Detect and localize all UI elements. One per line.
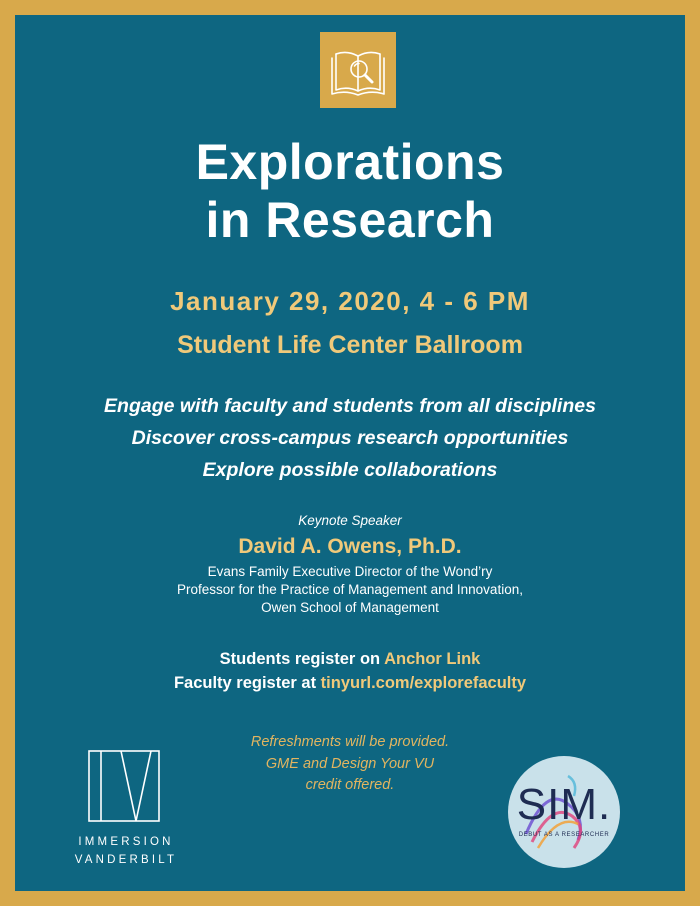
- immersion-logo-text: IMMERSION: [78, 836, 174, 848]
- registration-info: [0, 647, 700, 695]
- keynote-label: Keynote Speaker: [298, 513, 402, 528]
- faculty-registration-text: Faculty register at: [173, 674, 321, 692]
- highlights-list: [0, 390, 700, 486]
- speaker-title-line: Evans Family Executive Director of the Wond’ry: [207, 564, 493, 579]
- event-venue: Student Life Center Ballroom: [177, 331, 523, 359]
- note-line: GME and Design Your VU: [265, 755, 435, 772]
- highlight-item: Discover cross-campus research opportunities: [131, 427, 569, 449]
- note-line: Refreshments will be provided.: [250, 734, 450, 750]
- immersion-vanderbilt-logo-mark: [88, 750, 160, 822]
- speaker-title-line: Professor for the Practice of Management and Innovation,: [177, 582, 523, 597]
- vanderbilt-logo-text: VANDERBILT: [74, 854, 178, 866]
- sim-tagline: DEBUT AS A RESEARCHER: [518, 832, 610, 838]
- sim-logo: [508, 756, 620, 868]
- faculty-registration: [0, 671, 700, 695]
- note-line: credit offered.: [305, 777, 395, 793]
- faculty-registration-link[interactable]: tinyurl.com/explorefaculty: [320, 674, 527, 692]
- highlight-item: Explore possible collaborations: [202, 459, 498, 481]
- highlight-item: Engage with faculty and students from all disciplines: [104, 395, 596, 417]
- event-notes: [150, 732, 550, 797]
- anchor-link[interactable]: Anchor Link: [384, 650, 481, 668]
- keynote-speaker-name: David A. Owens, Ph.D.: [238, 535, 462, 558]
- sim-logo-text: SIM.: [516, 780, 612, 829]
- book-magnifier-icon: [320, 32, 396, 108]
- event-title-line-1: Explorations: [195, 134, 505, 190]
- event-title: [0, 133, 700, 249]
- speaker-title-line: Owen School of Management: [261, 600, 439, 615]
- event-date-time: January 29, 2020, 4 - 6 PM: [170, 286, 530, 316]
- student-registration-text: Students register on: [219, 650, 385, 668]
- keynote-speaker-title: [0, 563, 700, 617]
- student-registration: [0, 647, 700, 671]
- event-title-line-2: in Research: [205, 192, 495, 248]
